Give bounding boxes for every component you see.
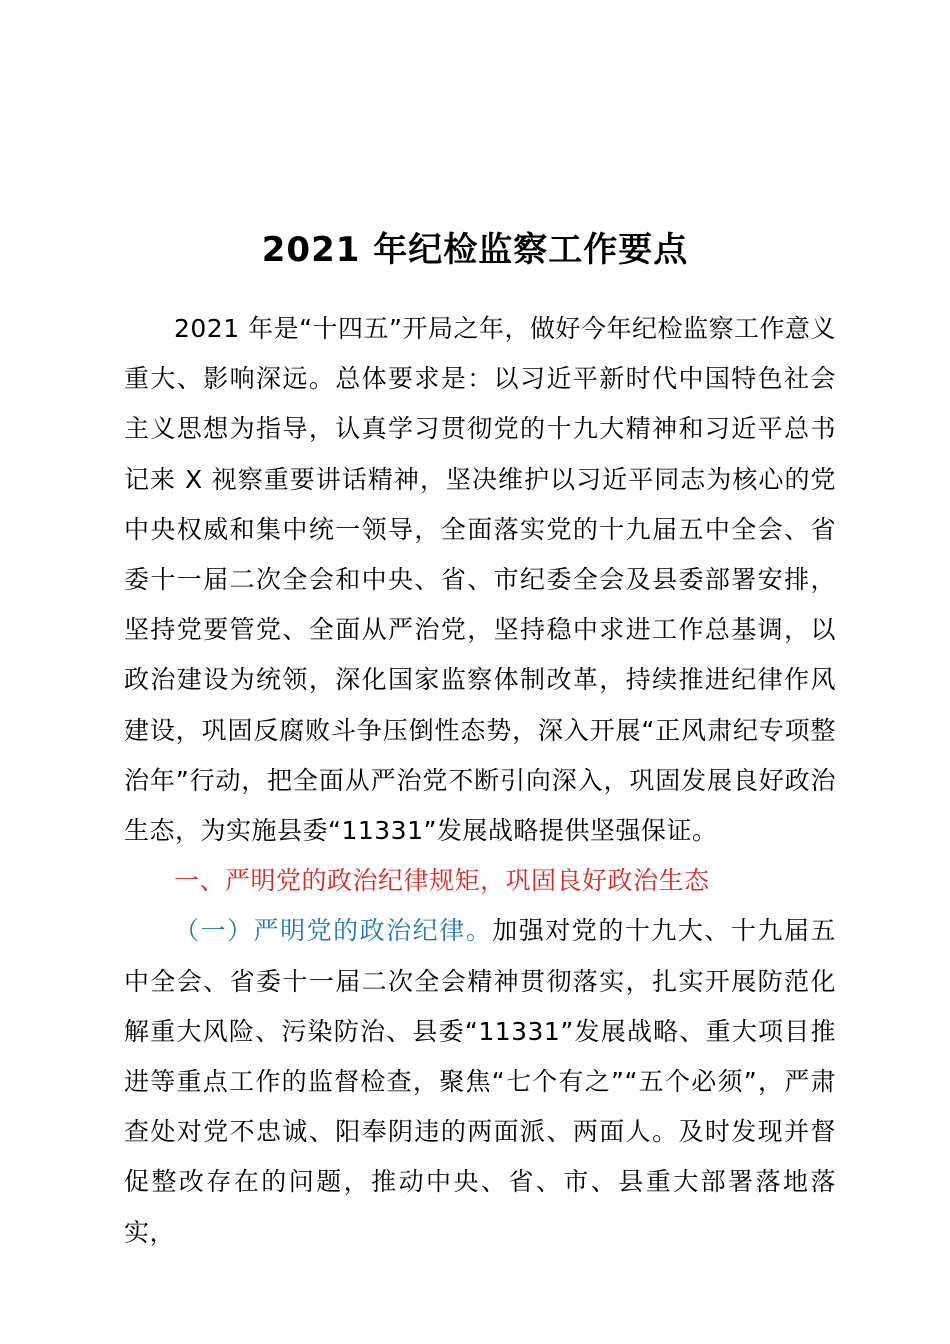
section-1-heading: 一、严明党的政治纪律规矩，巩固良好政治生态: [174, 866, 710, 896]
intro-paragraph: 2021 年是“十四五”开局之年，做好今年纪检监察工作意义重大、影响深远。总体要求是：以习近平新时代中国特色社会主义思想为指导，认真学习贯彻党的十九大精神和习近平总书记来 X 视察重要讲话精神，坚决维护以习近平同志为核心的党中央权威和集中统一领导，全面落实党的十九届五中全会、省委十一届二次全会和中央、省、市纪委全会及县委部署安排，坚持党要管党、全面从严治党，坚持稳中求进工作总基调，以政治建设为统领，深化国家监察体制改革，持续推进纪律作风建设，巩固反腐败斗争压倒性态势，深入开展“正风肃纪专项整治年”行动，把全面从严治党不断引向深入，巩固发展良好政治生态，为实施县委“11331”发展战略提供坚强保证。: [124, 314, 836, 846]
subsection-1-heading: （一）严明党的政治纪律。: [174, 916, 493, 946]
document-body: [124, 304, 836, 1258]
subsection-1-text: 加强对党的十九大、十九届五中全会、省委十一届二次全会精神贯彻落实，扎实开展防范化解重大风险、污染防治、县委“11331”发展战略、重大项目推进等重点工作的监督检查，聚焦“七个有之”“五个必须”，严肃查处对党不忠诚、阳奉阴违的两面派、两面人。及时发现并督促整改存在的问题，推动中央、省、市、县重大部署落地落实，: [124, 916, 836, 1247]
document-title: 2021 年纪检监察工作要点: [261, 230, 689, 270]
subsection-1-paragraph: [124, 906, 836, 1257]
